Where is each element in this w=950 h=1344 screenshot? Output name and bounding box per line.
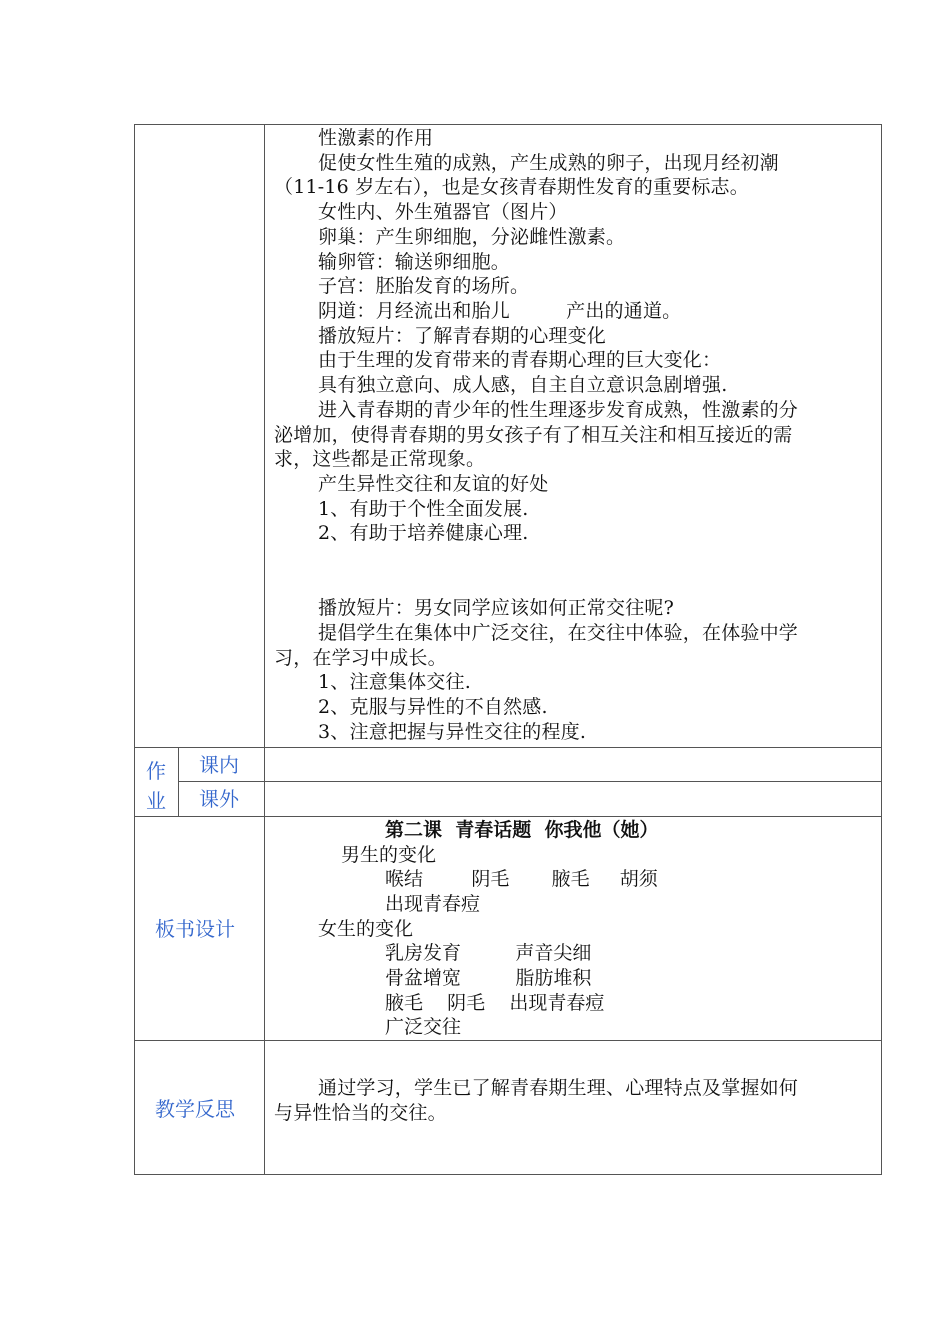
row-divider-board-top [134,816,882,817]
content-line: 2、克服与异性的不自然感. [318,696,548,718]
board-line: 男生的变化 [341,844,437,866]
homework-label: 作业 [146,759,166,813]
content-line: 习，在学习中成长。 [274,647,447,669]
row-divider-homework-mid [178,781,882,782]
content-line: 子宫：胚胎发育的场所。 [318,275,530,297]
row-divider-homework-top [134,747,882,748]
column-divider [264,124,265,1175]
table-border-top [134,124,882,125]
content-line: 性激素的作用 [318,127,434,149]
content-line: 播放短片：了解青春期的心理变化 [318,325,607,347]
content-line: （11-16 岁左右），也是女孩青春期性发育的重要标志。 [274,176,749,198]
board-line: 广泛交往 [385,1016,462,1038]
content-line: 求，这些都是正常现象。 [274,448,486,470]
row-divider-reflection-top [134,1040,882,1041]
homework-in-class-label: 课内 [199,753,239,777]
table-border-left [134,124,135,1175]
content-line: 输卵管：输送卵细胞。 [318,251,511,273]
content-line: 阴道：月经流出和胎儿 产出的通道。 [318,300,682,322]
reflection-line: 与异性恰当的交往。 [274,1102,447,1124]
content-line: 产生异性交往和友谊的好处 [318,473,549,495]
content-line: 1、注意集体交往. [318,671,471,693]
board-line: 骨盆增宽 脂肪堆积 [385,967,592,989]
content-line: 卵巢：产生卵细胞，分泌雌性激素。 [318,226,626,248]
content-line: 进入青春期的青少年的性生理逐步发育成熟，性激素的分 [318,399,799,421]
content-line: 女性内、外生殖器官（图片） [318,201,568,223]
board-line: 女生的变化 [318,918,414,940]
content-line: 泌增加，使得青春期的男女孩子有了相互关注和相互接近的需 [274,424,793,446]
homework-subdivider [178,747,179,816]
content-line: 2、有助于培养健康心理. [318,522,529,544]
board-title: 第二课 青春话题 你我他（她） [385,819,659,841]
reflection-line: 通过学习，学生已了解青春期生理、心理特点及掌握如何 [318,1077,799,1099]
board-design-label: 板书设计 [155,917,235,941]
content-line: 提倡学生在集体中广泛交往，在交往中体验，在体验中学 [318,622,799,644]
content-line: 促使女性生殖的成熟，产生成熟的卵子，出现月经初潮 [318,152,779,174]
table-border-bottom [134,1174,882,1175]
homework-out-class-label: 课外 [199,787,239,811]
content-line: 3、注意把握与异性交往的程度. [318,721,587,743]
reflection-label: 教学反思 [155,1097,235,1121]
content-line: 1、有助于个性全面发展. [318,498,529,520]
content-line: 由于生理的发育带来的青春期心理的巨大变化： [318,349,722,371]
board-line: 喉结 阴毛 腋毛 胡须 [385,868,658,890]
board-line: 乳房发育 声音尖细 [385,942,592,964]
content-line: 播放短片：男女同学应该如何正常交往呢? [318,597,674,619]
board-line: 出现青春痘 [385,893,481,915]
content-line: 具有独立意向、成人感，自主自立意识急剧增强. [318,374,728,396]
board-line: 腋毛 阴毛 出现青春痘 [385,992,605,1014]
table-border-right [881,124,882,1175]
